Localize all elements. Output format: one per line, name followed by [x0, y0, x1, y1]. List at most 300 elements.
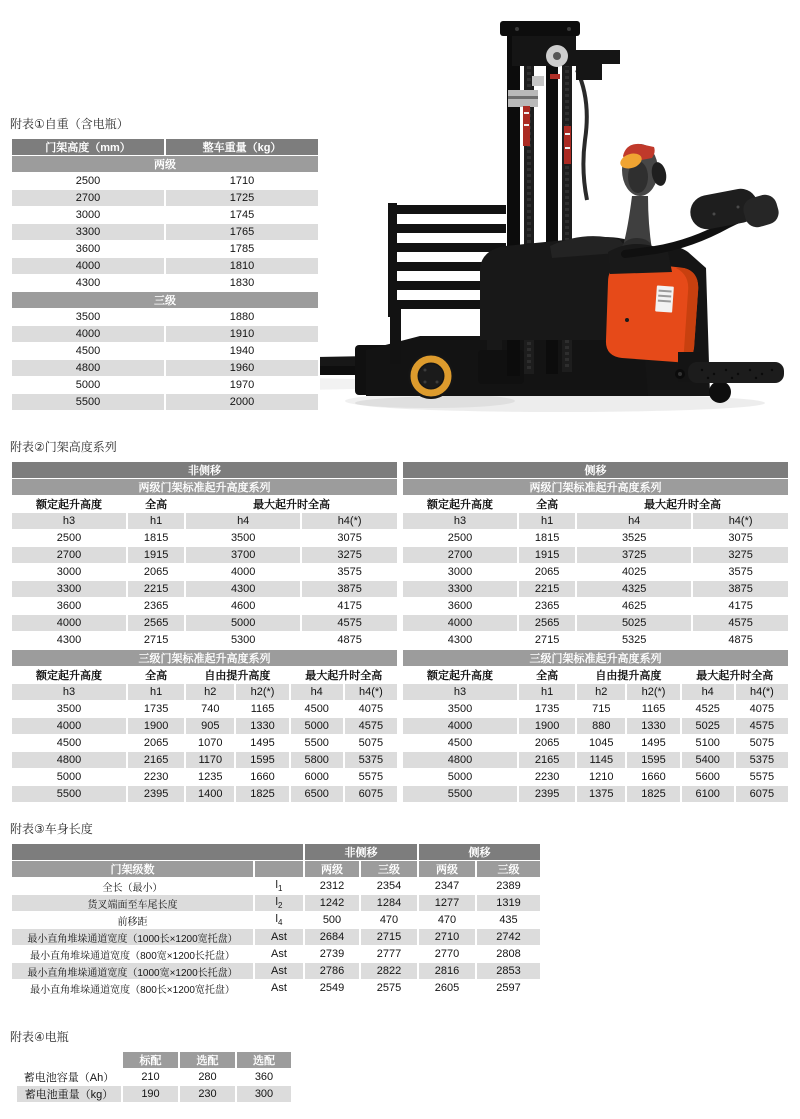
table-row — [11, 844, 541, 861]
table-cell: 3300 — [402, 581, 518, 598]
table-cell: 4525 — [681, 701, 735, 718]
dimension-symbol: Ast — [254, 946, 304, 963]
table-row — [11, 190, 319, 207]
table1-title: 附表①自重（含电瓶） — [10, 117, 129, 131]
table-cell: 5575 — [344, 769, 398, 786]
table-cell: 4000 — [11, 718, 127, 735]
table-cell: 3875 — [301, 581, 398, 598]
table-cell: 3275 — [692, 547, 789, 564]
table-row — [11, 564, 398, 581]
drive-wheel — [408, 353, 454, 399]
table-row — [402, 718, 789, 735]
table-cell: 1660 — [235, 769, 289, 786]
table-cell: 2710 — [418, 929, 476, 946]
table-cell: 3700 — [185, 547, 301, 564]
table-row — [402, 650, 789, 667]
symbol-header: h2(*) — [626, 684, 680, 701]
symbol-header: h4(*) — [344, 684, 398, 701]
table-cell: 3500 — [402, 701, 518, 718]
dimension-label: 最小直角堆垛通道宽度（1000宽×1200长托盘） — [11, 963, 254, 980]
table-cell: 300 — [236, 1086, 292, 1103]
table-row — [11, 513, 398, 530]
symbol-header: h1 — [127, 684, 185, 701]
table-cell: 4300 — [402, 632, 518, 649]
table-cell: 4600 — [185, 598, 301, 615]
table-row — [11, 632, 398, 649]
table-cell: 4300 — [11, 275, 165, 292]
table-row — [11, 547, 398, 564]
table-cell: 1595 — [626, 752, 680, 769]
column-header: 选配 — [236, 1052, 292, 1069]
table-cell: 1915 — [518, 547, 576, 564]
table-row — [402, 479, 789, 496]
table-cell: 1145 — [576, 752, 626, 769]
symbol-header: h4 — [576, 513, 692, 530]
mast-series-table — [10, 649, 399, 803]
table-cell: 2312 — [304, 878, 360, 895]
column-header: 门架高度（mm） — [11, 139, 165, 156]
table-cell: 5100 — [681, 735, 735, 752]
table-cell: 5300 — [185, 632, 301, 649]
table-cell: 5800 — [290, 752, 344, 769]
table-cell: 2575 — [360, 980, 418, 997]
table-cell: 1825 — [626, 786, 680, 803]
column-header: 最大起升时全高 — [681, 667, 789, 684]
group-header: 侧移 — [418, 844, 541, 861]
table-cell: 190 — [122, 1086, 179, 1103]
table-cell: 1915 — [127, 547, 185, 564]
table-cell: 6500 — [290, 786, 344, 803]
table-cell: 230 — [179, 1086, 236, 1103]
table-row — [11, 929, 541, 946]
table-row — [402, 684, 789, 701]
table-cell: 5025 — [681, 718, 735, 735]
table-cell: 5025 — [576, 615, 692, 632]
table-cell: 2165 — [518, 752, 576, 769]
symbol-header: h1 — [518, 513, 576, 530]
series-header: 两级门架标准起升高度系列 — [11, 479, 398, 496]
mast-table-group — [401, 461, 790, 803]
table-cell: 3600 — [402, 598, 518, 615]
table-cell: 5500 — [402, 786, 518, 803]
table-cell: 1170 — [185, 752, 235, 769]
table-cell: 2739 — [304, 946, 360, 963]
table-cell: 2565 — [518, 615, 576, 632]
symbol-header: h3 — [402, 684, 518, 701]
table-cell: 4575 — [344, 718, 398, 735]
table-cell: 1910 — [165, 326, 319, 343]
table-row — [11, 980, 541, 997]
table-cell: 4575 — [692, 615, 789, 632]
table-row — [16, 1052, 292, 1069]
table-row — [11, 394, 319, 411]
table-cell: 1242 — [304, 895, 360, 912]
table-cell: 2165 — [127, 752, 185, 769]
table-row — [11, 275, 319, 292]
group-header: 侧移 — [402, 462, 789, 479]
hydraulic-hose — [577, 70, 587, 200]
table-cell: 5500 — [11, 394, 165, 411]
table-cell: 1970 — [165, 377, 319, 394]
table-row — [402, 496, 789, 513]
table-cell: 5325 — [576, 632, 692, 649]
table-cell: 2565 — [127, 615, 185, 632]
table-cell: 2000 — [165, 394, 319, 411]
table1-block — [8, 115, 320, 411]
group-header: 非侧移 — [304, 844, 418, 861]
column-header: 三级 — [476, 861, 541, 878]
spec-sticker — [655, 285, 674, 312]
dimension-label: 前移距 — [11, 912, 254, 929]
mast-series-table — [401, 461, 790, 649]
table-row — [402, 462, 789, 479]
table-cell: 905 — [185, 718, 235, 735]
table-cell: 2549 — [304, 980, 360, 997]
table-cell: 1277 — [418, 895, 476, 912]
table-row — [11, 139, 319, 156]
table-cell: 1330 — [235, 718, 289, 735]
table-row — [11, 462, 398, 479]
table-cell: 1900 — [127, 718, 185, 735]
table-row — [11, 963, 541, 980]
table-cell: 1045 — [576, 735, 626, 752]
table-row — [402, 632, 789, 649]
table-cell: 4575 — [301, 615, 398, 632]
dimension-label: 全长（最小） — [11, 878, 254, 895]
table-row — [16, 1086, 292, 1103]
table-cell: 2816 — [418, 963, 476, 980]
table-cell: 2777 — [360, 946, 418, 963]
table-cell: 2786 — [304, 963, 360, 980]
table-cell: 1825 — [235, 786, 289, 803]
table-cell: 4300 — [185, 581, 301, 598]
table-cell: 4875 — [692, 632, 789, 649]
column-header: 整车重量（kg） — [165, 139, 319, 156]
symbol-header: h4 — [681, 684, 735, 701]
table-cell: 4000 — [11, 258, 165, 275]
table-row — [402, 530, 789, 547]
symbol-header: h1 — [518, 684, 576, 701]
table-cell: 2395 — [127, 786, 185, 803]
table-row — [402, 752, 789, 769]
dimension-label: 最小直角堆垛通道宽度（800宽×1200长托盘） — [11, 946, 254, 963]
table-row — [402, 667, 789, 684]
battery-label: 蓄电池重量（kg） — [16, 1086, 122, 1103]
table-cell: 1210 — [576, 769, 626, 786]
table-cell: 1745 — [165, 207, 319, 224]
table-cell: 2605 — [418, 980, 476, 997]
column-header: 两级 — [304, 861, 360, 878]
table3-block — [8, 820, 548, 997]
dimension-symbol: Ast — [254, 980, 304, 997]
symbol-header: h4 — [185, 513, 301, 530]
table-cell: 4000 — [11, 615, 127, 632]
table-cell: 3000 — [402, 564, 518, 581]
table-cell: 3600 — [11, 241, 165, 258]
table-cell: 2597 — [476, 980, 541, 997]
table-cell: 5375 — [344, 752, 398, 769]
series-header: 三级门架标准起升高度系列 — [11, 650, 398, 667]
symbol-header: h3 — [11, 684, 127, 701]
table-row — [11, 735, 398, 752]
table-cell: 6000 — [290, 769, 344, 786]
table-cell: 2822 — [360, 963, 418, 980]
table-row — [11, 343, 319, 360]
table-cell: 4500 — [11, 343, 165, 360]
mast-series-table — [10, 461, 399, 649]
table-cell: 6075 — [735, 786, 789, 803]
table-cell: 3575 — [692, 564, 789, 581]
table-cell: 2215 — [518, 581, 576, 598]
table-cell: 1900 — [518, 718, 576, 735]
table-cell: 2700 — [11, 190, 165, 207]
red-panel — [606, 263, 698, 363]
dimension-symbol: Ast — [254, 963, 304, 980]
table-cell: 1495 — [626, 735, 680, 752]
table-cell: 2853 — [476, 963, 541, 980]
table-cell: 5575 — [735, 769, 789, 786]
column-header: 全高 — [127, 496, 185, 513]
table-cell: 1235 — [185, 769, 235, 786]
table-cell: 3500 — [185, 530, 301, 547]
table-row — [402, 735, 789, 752]
series-header: 两级门架标准起升高度系列 — [402, 479, 789, 496]
table-cell: 2684 — [304, 929, 360, 946]
table-row — [402, 615, 789, 632]
column-header: 三级 — [360, 861, 418, 878]
table-cell: 4800 — [402, 752, 518, 769]
section-header: 三级 — [11, 292, 319, 309]
table-cell: 2700 — [402, 547, 518, 564]
table-row — [402, 786, 789, 803]
table-cell: 1375 — [576, 786, 626, 803]
table-cell: 5500 — [290, 735, 344, 752]
column-header: 门架级数 — [11, 861, 254, 878]
column-header: 全高 — [127, 667, 185, 684]
table-cell: 3875 — [692, 581, 789, 598]
table-cell: 5500 — [11, 786, 127, 803]
table-row — [402, 547, 789, 564]
table-cell: 4575 — [735, 718, 789, 735]
table-cell: 3500 — [11, 701, 127, 718]
corner-cell — [16, 1052, 122, 1069]
table-row — [11, 701, 398, 718]
table-cell: 5000 — [402, 769, 518, 786]
table-row — [11, 769, 398, 786]
column-header: 最大起升时全高 — [290, 667, 398, 684]
table-cell: 1785 — [165, 241, 319, 258]
table-cell: 2230 — [127, 769, 185, 786]
column-header: 额定起升高度 — [11, 496, 127, 513]
table2-mast-series — [10, 461, 790, 803]
table-row — [11, 224, 319, 241]
table-cell: 2065 — [127, 735, 185, 752]
column-header: 全高 — [518, 496, 576, 513]
table-row — [11, 377, 319, 394]
table-cell: 4500 — [402, 735, 518, 752]
table-row — [11, 861, 541, 878]
table-row — [11, 360, 319, 377]
symbol-header: h2 — [576, 684, 626, 701]
table-cell: 2770 — [418, 946, 476, 963]
table-cell: 1880 — [165, 309, 319, 326]
table3-title: 附表③车身长度 — [10, 822, 93, 836]
table-cell: 4300 — [11, 632, 127, 649]
table-cell: 5600 — [681, 769, 735, 786]
symbol-header: h2(*) — [235, 684, 289, 701]
column-header: 额定起升高度 — [402, 667, 518, 684]
table-cell: 740 — [185, 701, 235, 718]
table-cell: 3075 — [301, 530, 398, 547]
column-header: 两级 — [418, 861, 476, 878]
table-cell: 4800 — [11, 360, 165, 377]
dimension-symbol: $l_4$ — [254, 912, 304, 929]
table2-title: 附表②门架高度系列 — [10, 440, 117, 454]
table-cell: 1165 — [235, 701, 289, 718]
table-cell: 280 — [179, 1069, 236, 1086]
table-cell: 4000 — [402, 615, 518, 632]
symbol-header: h3 — [402, 513, 518, 530]
dimension-label: 货叉端面至车尾长度 — [11, 895, 254, 912]
dimension-label: 最小直角堆垛通道宽度（800长×1200宽托盘） — [11, 980, 254, 997]
table-cell: 360 — [236, 1069, 292, 1086]
table-cell: 4175 — [692, 598, 789, 615]
table-cell: 1710 — [165, 173, 319, 190]
table-cell: 2065 — [518, 735, 576, 752]
table-cell: 1830 — [165, 275, 319, 292]
mast-table-group — [10, 461, 399, 803]
column-header: 最大起升时全高 — [576, 496, 789, 513]
column-header: 全高 — [518, 667, 576, 684]
table-cell: 4075 — [344, 701, 398, 718]
table-cell: 4800 — [11, 752, 127, 769]
table-cell: 1765 — [165, 224, 319, 241]
table-cell: 1595 — [235, 752, 289, 769]
symbol-header: h4 — [290, 684, 344, 701]
table-cell: 3725 — [576, 547, 692, 564]
section-header: 两级 — [11, 156, 319, 173]
table-cell: 2354 — [360, 878, 418, 895]
table-row — [11, 598, 398, 615]
symbol-header: h4(*) — [301, 513, 398, 530]
table-cell: 4500 — [290, 701, 344, 718]
tiller-head — [618, 144, 668, 196]
table1-weight — [10, 138, 320, 411]
table-cell: 470 — [360, 912, 418, 929]
symbol-header: h4(*) — [735, 684, 789, 701]
table-row — [11, 878, 541, 895]
column-header — [254, 861, 304, 878]
table-cell: 6100 — [681, 786, 735, 803]
table-cell: 4075 — [735, 701, 789, 718]
table-cell: 2365 — [518, 598, 576, 615]
table2-block — [8, 438, 792, 803]
table-cell: 2365 — [127, 598, 185, 615]
table-cell: 1070 — [185, 735, 235, 752]
column-header: 自由提升高度 — [576, 667, 680, 684]
table-cell: 1735 — [518, 701, 576, 718]
table-row — [11, 258, 319, 275]
table-cell: 1319 — [476, 895, 541, 912]
table-row — [402, 769, 789, 786]
table-row — [11, 292, 319, 309]
table-cell: 4000 — [402, 718, 518, 735]
table-row — [11, 718, 398, 735]
table-cell: 210 — [122, 1069, 179, 1086]
table-cell: 5075 — [344, 735, 398, 752]
table-cell: 2808 — [476, 946, 541, 963]
table-cell: 2715 — [518, 632, 576, 649]
table-row — [11, 496, 398, 513]
table-cell: 2500 — [402, 530, 518, 547]
table-cell: 1815 — [518, 530, 576, 547]
table-cell: 1660 — [626, 769, 680, 786]
corner-cell — [11, 844, 304, 861]
table-row — [402, 701, 789, 718]
group-header: 非侧移 — [11, 462, 398, 479]
mast-series-table — [401, 649, 790, 803]
table-cell: 2230 — [518, 769, 576, 786]
table-row — [11, 309, 319, 326]
table-cell: 3500 — [11, 309, 165, 326]
column-header: 标配 — [122, 1052, 179, 1069]
table-cell: 2065 — [127, 564, 185, 581]
symbol-header: h3 — [11, 513, 127, 530]
table-cell: 1165 — [626, 701, 680, 718]
table-cell: 1284 — [360, 895, 418, 912]
table-cell: 4325 — [576, 581, 692, 598]
table-row — [11, 156, 319, 173]
table-cell: 470 — [418, 912, 476, 929]
rear-caster-wheel — [709, 381, 731, 403]
table-row — [11, 326, 319, 343]
table-cell: 5400 — [681, 752, 735, 769]
table-cell: 2065 — [518, 564, 576, 581]
table-cell: 3275 — [301, 547, 398, 564]
table-cell: 2500 — [11, 530, 127, 547]
table-cell: 500 — [304, 912, 360, 929]
table3-body-length — [10, 843, 542, 997]
table-row — [11, 615, 398, 632]
tiller-arm — [608, 196, 672, 274]
table-row — [11, 946, 541, 963]
column-header: 额定起升高度 — [11, 667, 127, 684]
table-row — [11, 581, 398, 598]
dimension-symbol: $l_2$ — [254, 895, 304, 912]
table-cell: 5000 — [185, 615, 301, 632]
table-cell: 6075 — [344, 786, 398, 803]
table-cell: 2742 — [476, 929, 541, 946]
table-row — [11, 241, 319, 258]
table-cell: 1330 — [626, 718, 680, 735]
table-cell: 1400 — [185, 786, 235, 803]
column-header: 最大起升时全高 — [185, 496, 398, 513]
table-row — [16, 1069, 292, 1086]
dimension-symbol: $l_1$ — [254, 878, 304, 895]
symbol-header: h1 — [127, 513, 185, 530]
column-header: 选配 — [179, 1052, 236, 1069]
table-cell: 2395 — [518, 786, 576, 803]
table-cell: 5000 — [290, 718, 344, 735]
table4-block — [8, 1028, 298, 1103]
battery-label: 蓄电池容量（Ah） — [16, 1069, 122, 1086]
table-row — [11, 895, 541, 912]
table-row — [11, 207, 319, 224]
dimension-symbol: Ast — [254, 929, 304, 946]
table-cell: 1495 — [235, 735, 289, 752]
table-cell: 4000 — [11, 326, 165, 343]
table-cell: 5000 — [11, 377, 165, 394]
